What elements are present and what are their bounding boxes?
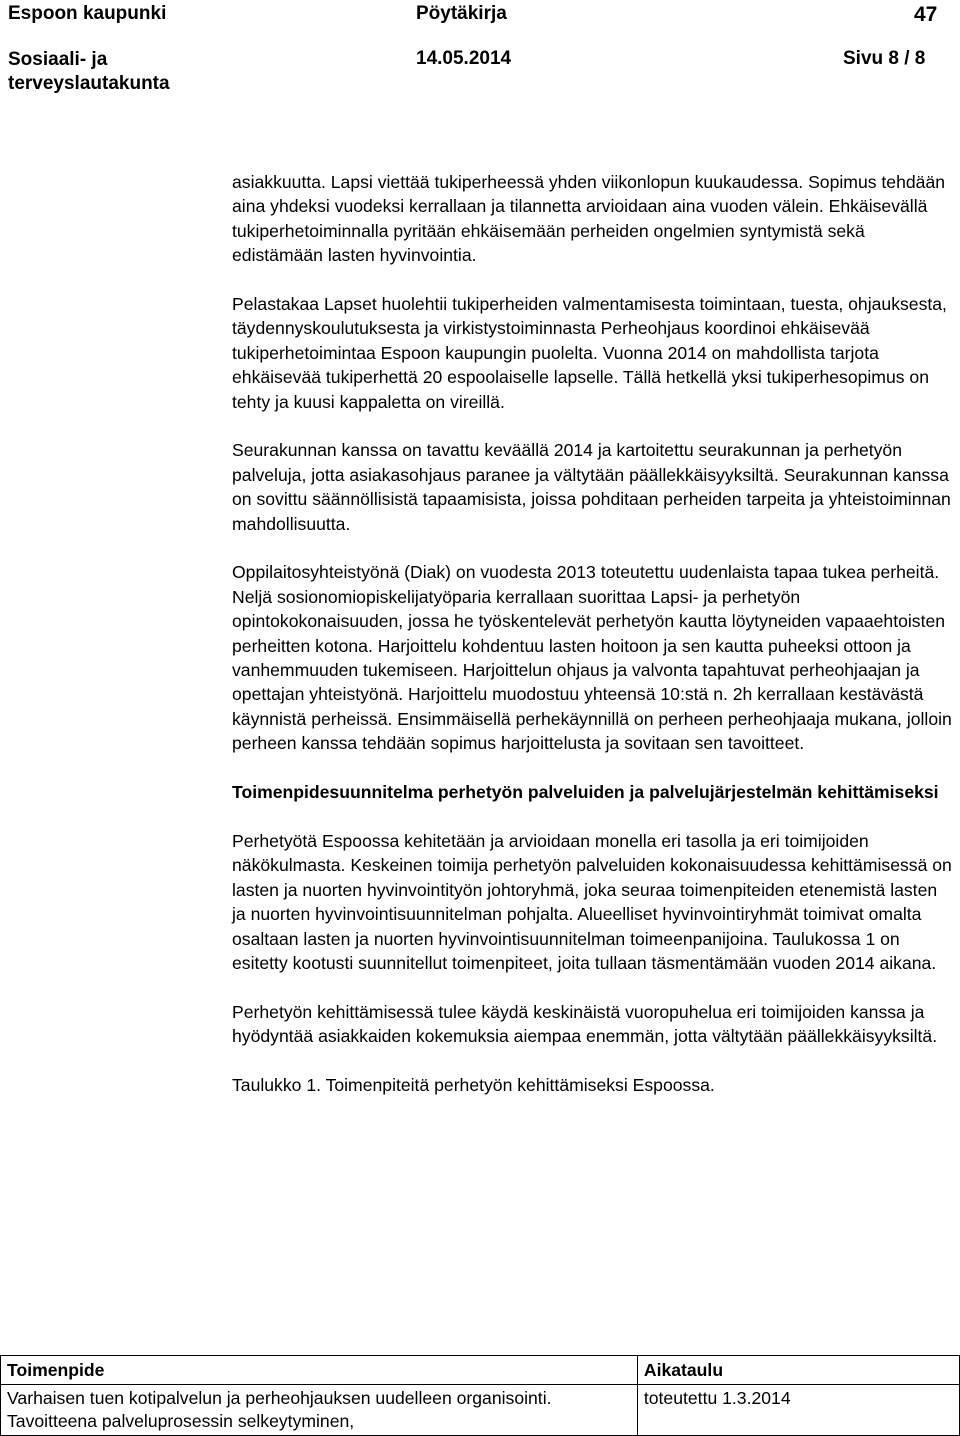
paragraph-2: Pelastakaa Lapset huolehtii tukiperheiden valmentamisesta toimintaan, tuesta, ohjauksesta, täydennyskoulutuksesta ja virkistystoiminnasta Perheohjaus koordinoi ehkäisevää tukiperhetoimintaa Espoon kaupungin puolelta. Vuonna 2014 on mahdollista tarjota ehkäisevää tukiperhettä 20 espoolaiselle lapselle. Tällä hetkellä yksi tukiperhesopimus on tehty ja kuusi kappaletta on vireillä.	[232, 294, 947, 412]
section-heading: Toimenpidesuunnitelma perhetyön palveluiden ja palvelujärjestelmän kehittämiseksi	[232, 782, 939, 803]
table-header-row	[1, 1356, 960, 1385]
meeting-date: 14.05.2014	[416, 48, 512, 69]
organization-name: Espoon kaupunki	[8, 3, 167, 24]
table-cell-schedule: toteutettu 1.3.2014	[637, 1385, 959, 1436]
header-cell-schedule: Aikataulu	[637, 1356, 959, 1385]
page-number: Sivu 8 / 8	[843, 48, 926, 69]
header-cell-measure: Toimenpide	[1, 1356, 638, 1385]
paragraph-3: Seurakunnan kanssa on tavattu keväällä 2014 ja kartoitettu seurakunnan ja perhetyön palveluja, jotta asiakasohjaus paranee ja vältytään päällekkäisyyksiltä. Seurakunnan kanssa on sovittu säännöllisistä tapaamisista, joissa pohditaan perheiden tarpeita ja yhteistoiminnan mahdollisuutta.	[232, 440, 951, 534]
measures-table	[0, 1355, 960, 1436]
table-caption: Taulukko 1. Toimenpiteitä perhetyön kehittämiseksi Espoossa.	[232, 1074, 715, 1095]
paragraph-4: Oppilaitosyhteistyönä (Diak) on vuodesta 2013 toteutettu uudenlaista tapaa tukea perheitä. Neljä sosionomiopiskelijatyöparia kerrallaan suorittaa Lapsi- ja perhetyön opintokokonaisuuden, jossa he työskentelevät perhetyön kautta löytyneiden vapaaehtoisten perheitten kotona. Harjoittelu kohdentuu lasten hoitoon ja sen kautta puheeksi ottoon ja vanhemmuuden tukemiseen. Harjoittelun ohjaus ja valvonta tapahtuvat perheohjaajan ja opettajan yhteistyönä. Harjoittelu muodostuu yhteensä 10:stä n. 2h kerrallaan kestävästä käynnistä perheissä. Ensimmäisellä perhekäynnillä on perheen perheohjaaja mukana, jolloin perheen kanssa tehdään sopimus harjoittelusta ja sovitaan sen tavoitteet.	[232, 562, 952, 754]
table-cell-measure: Varhaisen tuen kotipalvelun ja perheohjauksen uudelleen organisointi. Tavoitteena palveluprosessin selkeytyminen,	[1, 1385, 638, 1436]
paragraph-1: asiakkuutta. Lapsi viettää tukiperheessä yhden viikonlopun kuukaudessa. Sopimus tehdään aina yhdeksi vuodeksi kerrallaan ja tilannetta arvioidaan aina vuoden välein. Ehkäisevällä tukiperhetoiminnalla pyritään ehkäisemään perheiden ongelmien syntymistä sekä edistämään lasten hyvinvointia.	[232, 172, 946, 266]
section-number: 47	[914, 3, 938, 26]
page-header	[0, 0, 960, 100]
document-type: Pöytäkirja	[416, 3, 507, 24]
paragraph-6: Perhetyön kehittämisessä tulee käydä keskinäistä vuoropuhelua eri toimijoiden kanssa ja hyödyntää asiakkaiden kokemuksia aiempaa enemmän, jotta vältytään päällekkäisyyksiltä.	[232, 1001, 938, 1047]
committee-name: Sosiaali- ja terveyslautakunta	[8, 49, 170, 94]
table-row	[1, 1385, 960, 1436]
document-body	[232, 170, 952, 1122]
paragraph-5: Perhetyötä Espoossa kehitetään ja arvioidaan monella eri tasolla ja eri toimijoiden näkökulmasta. Keskeinen toimija perhetyön palveluiden kokonaisuudessa kehittämisessä on lasten ja nuorten hyvinvointityön johtoryhmä, joka seuraa toimenpiteiden etenemistä lasten ja nuorten hyvinvointisuunnitelman pohjalta. Alueelliset hyvinvointiryhmät toimivat omalta osaltaan lasten ja nuorten hyvinvointisuunnitelman toimeenpanijoina. Taulukossa 1 on esitetty kootusti suunnitellut toimenpiteet, joita tullaan täsmentämään vuoden 2014 aikana.	[232, 830, 952, 973]
